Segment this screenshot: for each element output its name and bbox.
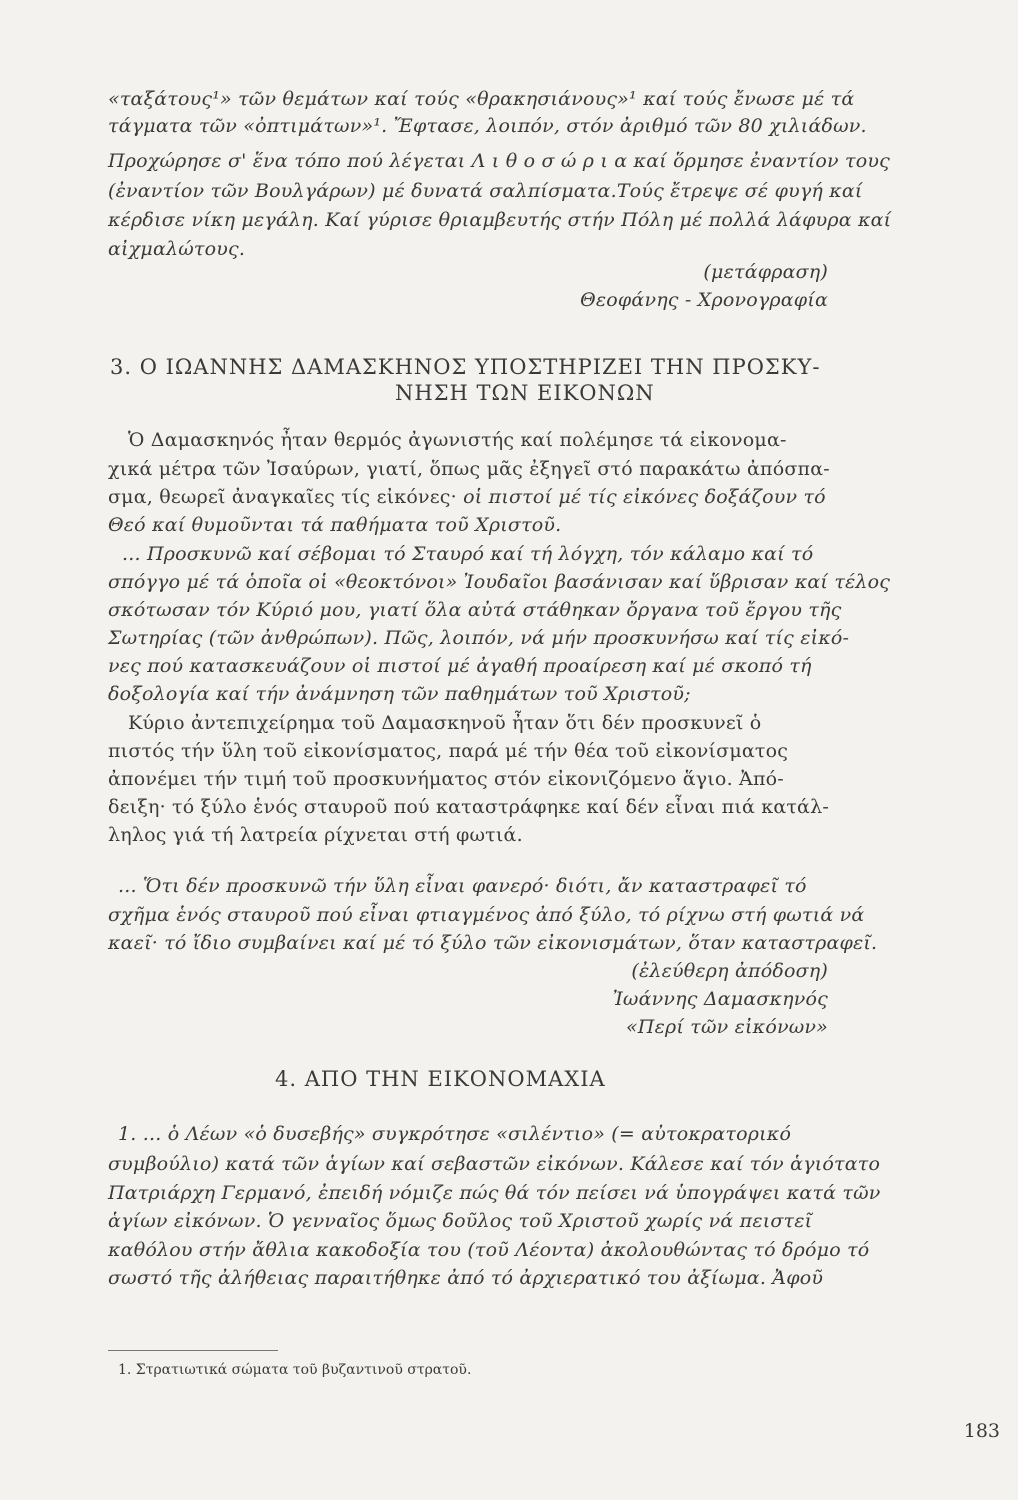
quote-line: ... Ὅτι δέν προσκυνῶ τήν ὕλη εἶναι φανερό· διότι, ἄν καταστραφεῖ τό [118, 875, 807, 897]
section-heading-cont: ΝΗΣΗ ΤΩΝ ΕΙΚΟΝΩΝ [395, 381, 655, 405]
text-line: αἰχμαλώτους. [108, 238, 246, 260]
text-fragment-italic: οἱ πιστοί μέ τίς εἰκόνες δοξάζουν τό [463, 486, 826, 508]
text-line: (ἐναντίον τῶν Βουλγάρων) μέ δυνατά σαλπίσματα.Τούς ἔτρεψε σέ φυγή καί [108, 180, 863, 202]
text-line: Πατριάρχη Γερμανό, ἐπειδή νόμιζε πώς θά τόν πείσει νά ὑπογράψει κατά τῶν [108, 1182, 881, 1204]
text-line: τάγματα τῶν «ὀπτιμάτων»¹. Ἔφτασε, λοιπόν, στόν ἀριθμό τῶν 80 χιλιάδων. [108, 115, 867, 137]
text-line: δειξη· τό ξύλο ἑνός σταυροῦ πού καταστράφηκε καί δέν εἶναι πιά κατάλ- [108, 796, 829, 818]
text-line: καθόλου στήν ἄθλια κακοδοξία του (τοῦ Λέοντα) ἀκολουθώντας τό δρόμο τό [108, 1239, 870, 1261]
translation-note: (ἐλεύθερη ἀπόδοση) [631, 960, 828, 982]
text-line: πιστός τήν ὕλη τοῦ εἰκονίσματος, παρά μέ τήν θέα τοῦ εἰκονίσματος [108, 740, 789, 762]
section-heading: 4. ΑΠΟ ΤΗΝ ΕΙΚΟΝΟΜΑΧΙΑ [275, 1067, 606, 1091]
text-line: σωστό τῆς ἀλήθειας παραιτήθηκε ἀπό τό ἀρχιερατικό του ἀξίωμα. Ἀφοῦ [108, 1267, 824, 1289]
quote-line: σχῆμα ἑνός σταυροῦ πού εἶναι φτιαγμένος ἀπό ξύλο, τό ρίχνω στή φωτιά νά [108, 904, 865, 926]
translation-note: (μετάφραση) [703, 261, 828, 283]
text-line: ἁγίων εἰκόνων. Ὁ γενναῖος ὅμως δοῦλος τοῦ Χριστοῦ χωρίς νά πειστεῖ [108, 1210, 813, 1232]
text-line: ληλος γιά τή λατρεία ρίχνεται στή φωτιά. [108, 824, 523, 846]
quote-line: Σωτηρίας (τῶν ἀνθρώπων). Πῶς, λοιπόν, νά μήν προσκυνήσω καί τίς εἰκό- [108, 627, 850, 649]
text-line: συμβούλιο) κατά τῶν ἁγίων καί σεβαστῶν εἰκόνων. Κάλεσε καί τόν ἁγιότατο [108, 1153, 881, 1175]
text-line [108, 484, 826, 510]
author-citation: Ἰωάννης Δαμασκηνός [612, 988, 828, 1010]
section-heading: 3. Ο ΙΩΑΝΝΗΣ ΔΑΜΑΣΚΗΝΟΣ ΥΠΟΣΤΗΡΙΖΕΙ ΤΗΝ ΠΡΟΣΚΥ- [110, 355, 821, 379]
quote-line: καεῖ· τό ἴδιο συμβαίνει καί μέ τό ξύλο τῶν εἰκονισμάτων, ὅταν καταστραφεῖ. [108, 932, 878, 954]
source-citation: Θεοφάνης - Χρονογραφία [580, 289, 828, 311]
text-line: Προχώρησε σ' ἕνα τόπο πού λέγεται Λ ι θ ο σ ώ ρ ι α καί ὅρμησε ἐναντίον τους [108, 150, 890, 172]
text-line: Θεό καί θυμοῦνται τά παθήματα τοῦ Χριστοῦ. [108, 514, 562, 536]
quote-line: δοξολογία καί τήν ἀνάμνηση τῶν παθημάτων τοῦ Χριστοῦ; [108, 683, 691, 705]
text-line: 1. ... ὁ Λέων «ὁ δυσεβής» συγκρότησε «σιλέντιο» (= αὐτοκρατορικό [118, 1123, 792, 1145]
footnote: 1. Στρατιωτικά σώματα τοῦ βυζαντινοῦ στρατοῦ. [118, 1362, 472, 1378]
quote-line: νες πού κατασκευάζουν οἱ πιστοί μέ ἀγαθή προαίρεση καί μέ σκοπό τή [108, 655, 812, 677]
text-line: «ταξάτους¹» τῶν θεμάτων καί τούς «θρακησιάνους»¹ καί τούς ἔνωσε μέ τά [108, 88, 855, 110]
text-line: ἀπονέμει τήν τιμή τοῦ προσκυνήματος στόν εἰκονιζόμενο ἅγιο. Ἀπό- [108, 768, 784, 790]
page-number: 183 [963, 1420, 1000, 1442]
text-line: χικά μέτρα τῶν Ἰσαύρων, γιατί, ὅπως μᾶς ἐξηγεῖ στό παρακάτω ἀπόσπα- [108, 458, 830, 480]
text-line: Κύριο ἀντεπιχείρημα τοῦ Δαμασκηνοῦ ἦταν ὅτι δέν προσκυνεῖ ὁ [128, 712, 762, 734]
footnote-rule [108, 1350, 278, 1351]
work-citation: «Περί τῶν εἰκόνων» [625, 1016, 828, 1038]
text-line: Ὁ Δαμασκηνός ἦταν θερμός ἀγωνιστής καί πολέμησε τά εἰκονομα- [128, 429, 787, 451]
text-line: κέρδισε νίκη μεγάλη. Καί γύρισε θριαμβευτής στήν Πόλη μέ πολλά λάφυρα καί [108, 209, 892, 231]
quote-line: σκότωσαν τόν Κύριό μου, γιατί ὅλα αὐτά στάθηκαν ὄργανα τοῦ ἔργου τῆς [108, 599, 842, 621]
text-fragment: σμα, θεωρεῖ ἀναγκαῖες τίς εἰκόνες· [108, 486, 457, 508]
quote-line: ... Προσκυνῶ καί σέβομαι τό Σταυρό καί τή λόγχη, τόν κάλαμο καί τό [122, 543, 814, 565]
quote-line: σπόγγο μέ τά ὁποῖα οἱ «θεοκτόνοι» Ἰουδαῖοι βασάνισαν καί ὕβρισαν καί τέλος [108, 571, 891, 593]
